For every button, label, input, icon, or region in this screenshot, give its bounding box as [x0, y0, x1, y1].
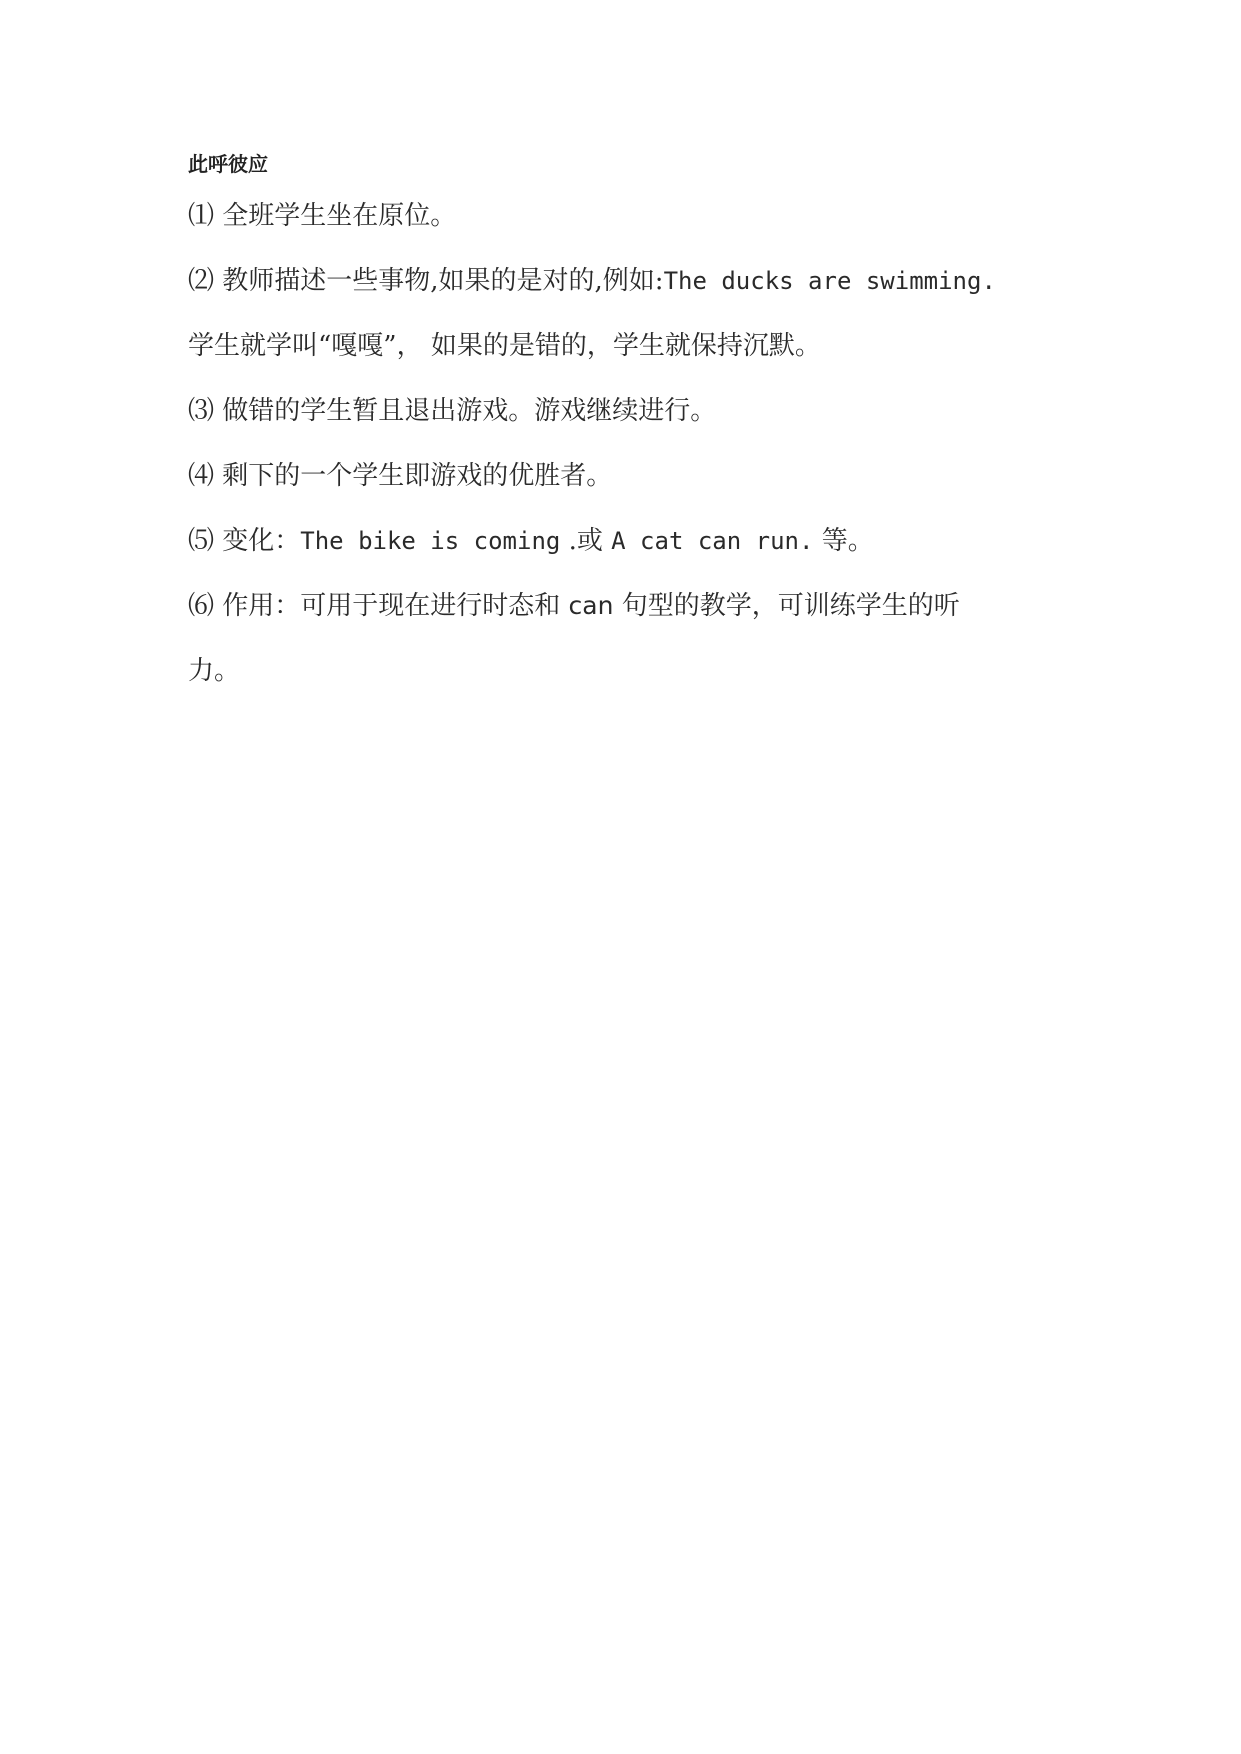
line-text: ⑹ 作用：可用于现在进行时态和: [188, 591, 569, 621]
line-text: 等。: [813, 526, 874, 556]
example-sentence: The ducks are swimming.: [663, 267, 996, 295]
line-text: ⑴ 全班学生坐在原位。: [188, 201, 457, 231]
example-sentence: A cat can run.: [611, 527, 814, 555]
paragraph-line-1: [188, 198, 456, 234]
document-title: 此呼彼应: [188, 152, 268, 176]
line-text: 句型的教学，可训练学生的听: [613, 591, 960, 621]
line-text: ⑵ 教师描述一些事物,如果的是对的,例如:: [188, 266, 664, 296]
line-text: 学生就学叫“嘎嘎”， 如果的是错的，学生就保持沉默。: [188, 331, 821, 361]
paragraph-line-2: [188, 263, 996, 299]
paragraph-line-5: [188, 458, 612, 494]
paragraph-line-4: [188, 393, 716, 429]
paragraph-line-6: [188, 523, 874, 559]
line-text: ⑷ 剩下的一个学生即游戏的优胜者。: [188, 461, 613, 491]
paragraph-line-7: [188, 588, 960, 624]
line-text: ⑶ 做错的学生暂且退出游戏。游戏继续进行。: [188, 396, 717, 426]
line-text: 力。: [188, 656, 241, 686]
paragraph-line-3: [188, 328, 821, 364]
line-text: ⑸ 变化：: [188, 526, 301, 556]
keyword: can: [568, 591, 614, 620]
paragraph-line-8: [188, 653, 240, 689]
line-text: .或: [560, 526, 612, 556]
example-sentence: The bike is coming: [300, 527, 561, 555]
